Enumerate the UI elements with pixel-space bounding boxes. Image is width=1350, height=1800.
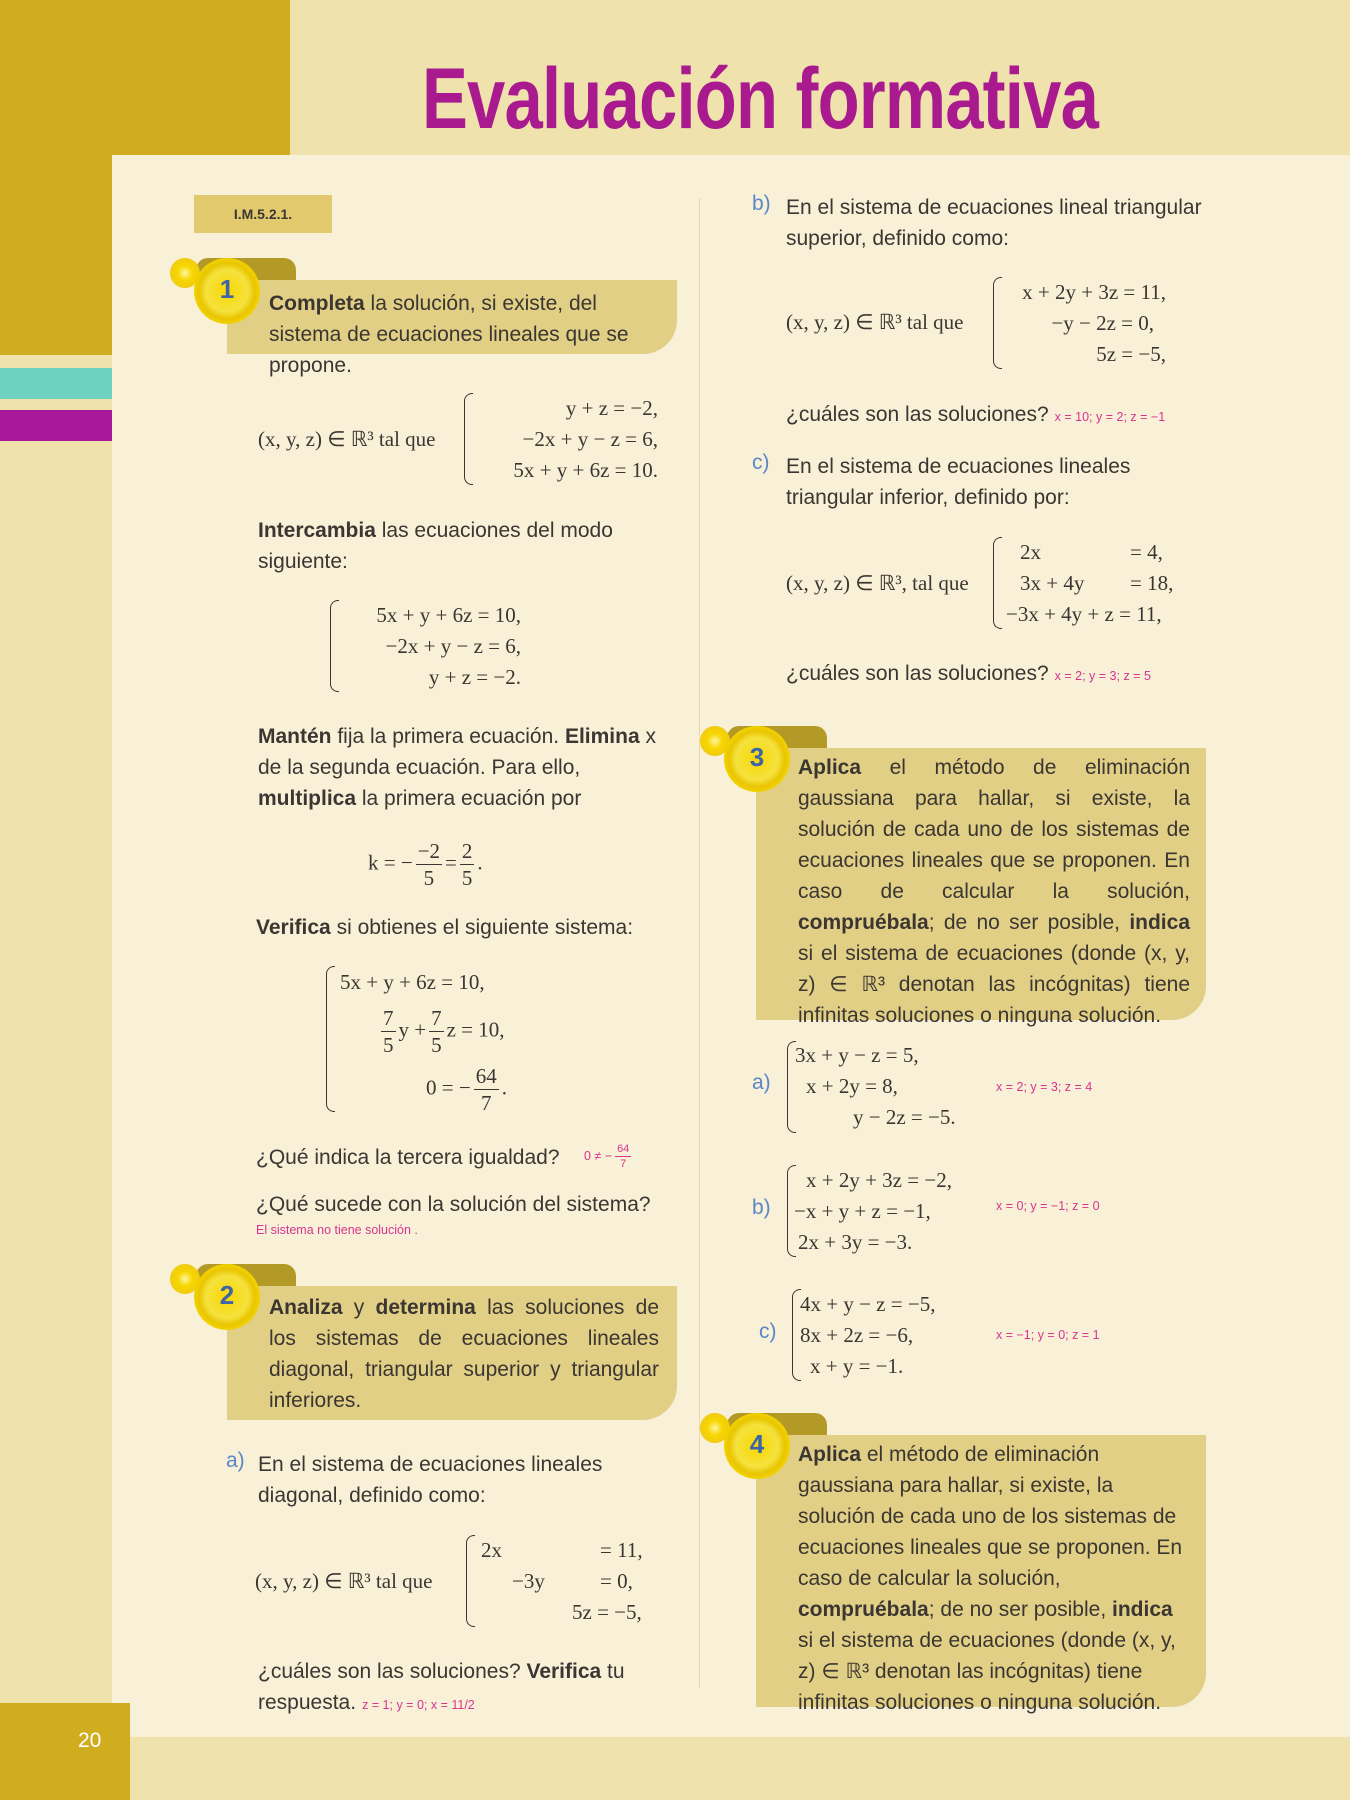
- ex2-a-question: ¿cuáles son las soluciones? Verifica tu respuesta. z = 1; y = 0; x = 11/2: [258, 1660, 625, 1714]
- ex1-set-prefix: (x, y, z) ∈ ℝ³ tal que: [258, 427, 436, 451]
- ex1-sys1-row: −2x + y − z = 6,: [522, 427, 658, 451]
- ex3-instruction: Aplica el método de eliminación gaussiana para hallar, si existe, la solución de cada uno de los sistemas de ecuaciones lineales que se proponen. En caso de calcular la solución, compruébala; de no ser posible, indica si el sistema de ecuaciones (donde (x, y, z) ∈ ℝ³ denotan las incógnitas) tiene infinitas soluciones o ninguna solución.: [798, 756, 1190, 1027]
- ex3-number-badge: 3: [724, 726, 790, 792]
- ex2-a-sys-row: −3y: [512, 1569, 545, 1593]
- ex2-instruction: Analiza y determina las soluciones de los sistemas de ecuaciones lineales diagonal, triangular superior y triangular inferiores.: [269, 1296, 659, 1412]
- ex2-c-question: ¿cuáles son las soluciones? x = 2; y = 3; z = 5: [786, 662, 1151, 685]
- ex2-b-label: b): [752, 192, 771, 215]
- ex2-b-prefix: (x, y, z) ∈ ℝ³ tal que: [786, 310, 964, 334]
- teal-stripe: [0, 368, 112, 399]
- ex2-b-sys-row: x + 2y + 3z = 11,: [1022, 280, 1166, 304]
- ex2-b-brace: [993, 277, 1002, 369]
- ex3-a-sys-row: 3x + y − z = 5,: [795, 1043, 919, 1067]
- ex2-a-sys-row: = 11,: [600, 1538, 643, 1562]
- page-number: 20: [0, 1703, 130, 1800]
- skill-code-tag: I.M.5.2.1.: [194, 195, 332, 233]
- ex1-question-1: ¿Qué indica la tercera igualdad?: [256, 1146, 560, 1169]
- page-title: Evaluación formativa: [421, 51, 1099, 147]
- ex4-instruction: Aplica el método de eliminación gaussiana para hallar, si existe, la solución de cada uno de los sistemas de ecuaciones lineales que se proponen. En caso de calcular la solución, compruébala; de no ser posible, indica si el sistema de ecuaciones (donde (x, y, z) ∈ ℝ³ denotan las incógnitas) tiene infinitas soluciones o ninguna solución.: [798, 1443, 1183, 1714]
- ex2-c-sys-row: = 4,: [1130, 540, 1163, 564]
- ex2-instruction-box: [227, 1286, 677, 1420]
- ex1-k-equation: k = − $\frac{-2}{5}$ = $\frac{2}{5}$ .: [368, 839, 483, 890]
- ex2-a-label: a): [226, 1449, 245, 1472]
- ex3-c-label: c): [759, 1320, 777, 1343]
- ex1-sys1-row: 5x + y + 6z = 10.: [513, 458, 658, 482]
- ex3-instruction-box: [756, 748, 1206, 1027]
- ex2-b-sys-row: 5z = −5,: [1096, 342, 1166, 366]
- ex2-a-sys-row: = 0,: [600, 1569, 633, 1593]
- ex1-paragraph-manten: Mantén fija la primera ecuación. Elimina x de la segunda ecuación. Para ello, multiplica la primera ecuación por: [258, 725, 656, 810]
- magenta-stripe: [0, 410, 112, 441]
- ex3-b-sys-row: −x + y + z = −1,: [794, 1199, 931, 1223]
- ex2-c-sys-row: 3x + 4y: [1020, 571, 1085, 595]
- ex2-b-sys-row: −y − 2z = 0,: [1051, 311, 1154, 335]
- ex3-c-sys-row: x + y = −1.: [810, 1354, 904, 1378]
- ex1-question-2: ¿Qué sucede con la solución del sistema?: [256, 1193, 651, 1216]
- ex4-number-badge: 4: [724, 1413, 790, 1479]
- ex4-instruction-box: [756, 1435, 1206, 1714]
- ex1-number-badge: 1: [194, 258, 260, 324]
- ex1-instruction-box: [227, 280, 677, 377]
- ex2-c-sys-row: −3x + 4y + z = 11,: [1006, 602, 1162, 626]
- ex2-number-badge: 2: [194, 1264, 260, 1330]
- ex2-c-text: En el sistema de ecuaciones lineales triangular inferior, definido por:: [786, 455, 1131, 509]
- ex2-b-question: ¿cuáles son las soluciones? x = 10; y = 2; z = −1: [786, 403, 1166, 426]
- column-divider: [699, 198, 700, 1688]
- ex2-a-text: En el sistema de ecuaciones lineales diagonal, definido como:: [258, 1453, 603, 1507]
- ex1-brace-1: [464, 393, 473, 485]
- ex2-a-sys-row: 2x: [481, 1538, 502, 1562]
- ex1-sys3-row: 0 = − $\frac{64}{7}$ .: [426, 1064, 507, 1115]
- ex3-b-label: b): [752, 1196, 771, 1219]
- ex1-brace-3: [326, 966, 335, 1112]
- ex1-sys2-row: −2x + y − z = 6,: [385, 634, 521, 658]
- ex1-paragraph-intercambia: Intercambia las ecuaciones del modo siguiente:: [258, 519, 613, 573]
- ex3-b-answer: x = 0; y = −1; z = 0: [996, 1199, 1100, 1213]
- ex1-sys1-row: y + z = −2,: [565, 396, 658, 420]
- ex3-a-sys-row: y − 2z = −5.: [853, 1105, 956, 1129]
- ex3-b-sys-row: 2x + 3y = −3.: [798, 1230, 913, 1254]
- ex1-answer-1: 0 ≠ − $\frac{64}{7}$: [584, 1143, 630, 1170]
- ex3-c-sys-row: 4x + y − z = −5,: [800, 1292, 936, 1316]
- ex1-sys3-row: 5x + y + 6z = 10,: [340, 970, 485, 994]
- ex3-a-sys-row: x + 2y = 8,: [806, 1074, 898, 1098]
- ex3-a-label: a): [752, 1071, 771, 1094]
- ex2-c-sys-row: = 18,: [1130, 571, 1174, 595]
- ex1-sys2-row: 5x + y + 6z = 10,: [376, 603, 521, 627]
- ex2-c-brace: [993, 537, 1002, 629]
- ex2-c-label: c): [752, 451, 770, 474]
- ex1-brace-2: [330, 600, 339, 692]
- ex2-a-brace: [466, 1535, 475, 1627]
- ex3-c-sys-row: 8x + 2z = −6,: [800, 1323, 914, 1347]
- ex1-answer-2: El sistema no tiene solución .: [256, 1223, 418, 1237]
- ex1-sys3-row: $\frac{7}{5}$ y + $\frac{7}{5}$ z = 10,: [383, 1006, 505, 1057]
- ex3-c-answer: x = −1; y = 0; z = 1: [996, 1328, 1100, 1342]
- ex2-a-prefix: (x, y, z) ∈ ℝ³ tal que: [255, 1569, 433, 1593]
- ex2-c-sys-row: 2x: [1020, 540, 1041, 564]
- ex1-instruction: Completa la solución, si existe, del sistema de ecuaciones lineales que se propone.: [269, 292, 629, 377]
- ex3-a-answer: x = 2; y = 3; z = 4: [996, 1080, 1093, 1094]
- ex1-paragraph-verifica: Verifica si obtienes el siguiente sistema:: [256, 916, 634, 939]
- ex2-c-prefix: (x, y, z) ∈ ℝ³, tal que: [786, 571, 969, 595]
- ex1-sys2-row: y + z = −2.: [428, 665, 521, 689]
- ex2-b-text: En el sistema de ecuaciones lineal triangular superior, definido como:: [786, 196, 1202, 250]
- ex3-b-sys-row: x + 2y + 3z = −2,: [806, 1168, 952, 1192]
- ex2-a-sys-row: 5z = −5,: [572, 1600, 642, 1624]
